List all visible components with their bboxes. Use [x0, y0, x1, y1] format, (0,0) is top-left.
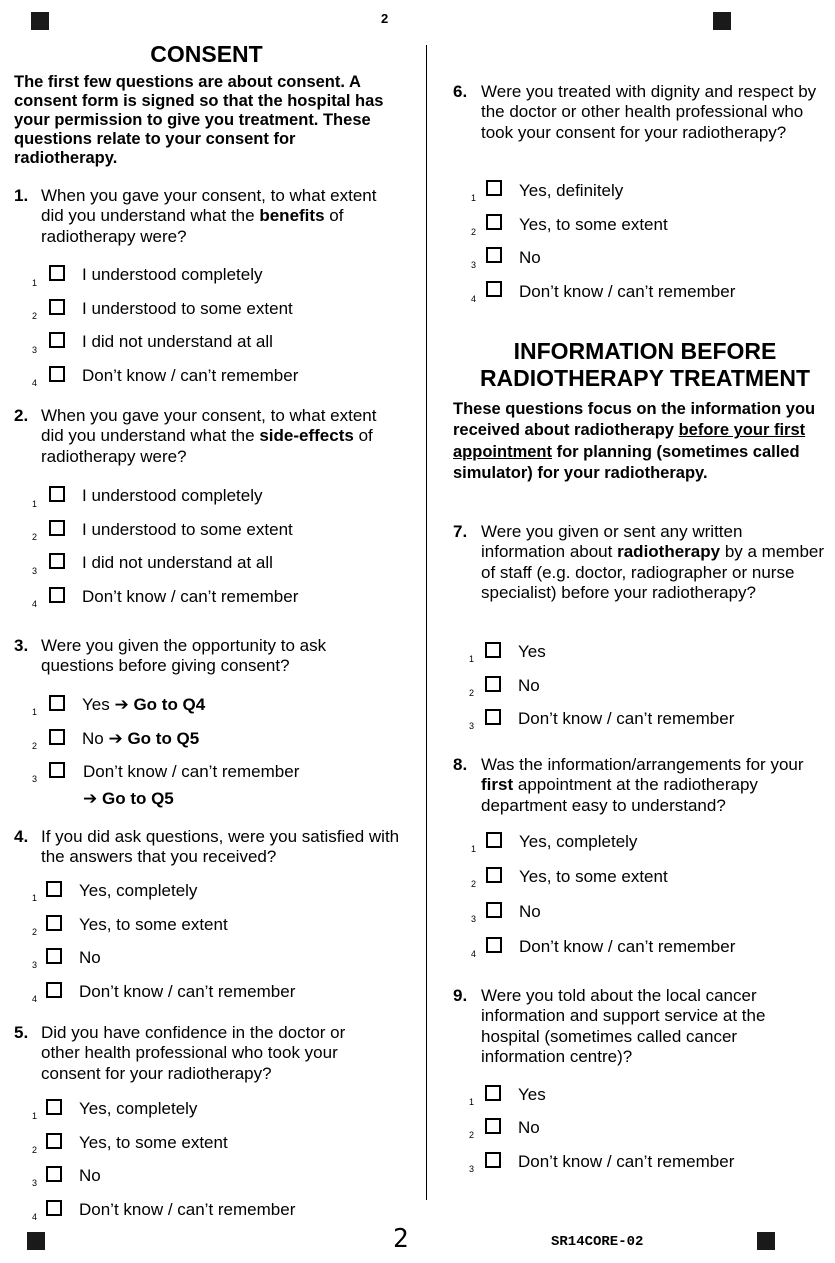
registration-mark-bottom-left	[27, 1232, 45, 1250]
answer-checkbox[interactable]	[485, 1118, 501, 1134]
option-code: 2	[32, 311, 38, 321]
option-code: 1	[469, 654, 475, 664]
option-label: Don’t know / can’t remember	[79, 1200, 296, 1219]
option-label: Yes, completely	[79, 881, 198, 900]
answer-checkbox[interactable]	[49, 695, 65, 711]
option-label: No	[519, 902, 541, 921]
option-code: 3	[471, 260, 477, 270]
option-label: I did not understand at all	[82, 553, 273, 572]
page-number-bottom: 2	[393, 1224, 409, 1254]
option-label: No	[79, 1166, 101, 1185]
page-number-top: 2	[381, 11, 389, 26]
option-code: 4	[32, 1212, 38, 1222]
question-number: 8.	[453, 755, 468, 774]
option-label: I understood to some extent	[82, 520, 293, 539]
answer-checkbox[interactable]	[485, 1085, 501, 1101]
consent-intro: The first few questions are about consent. A consent form is signed so that the hospital has your permission to give you treatment. These questions relate to your consent for radiotherapy.	[14, 73, 384, 167]
question-number: 2.	[14, 406, 29, 425]
option-code: 3	[32, 960, 38, 970]
option-code: 3	[32, 1178, 38, 1188]
option-label: Don’t know / can’t remember	[82, 587, 299, 606]
question-number: 5.	[14, 1023, 29, 1042]
option-code: 4	[32, 994, 38, 1004]
answer-checkbox[interactable]	[485, 676, 501, 692]
answer-checkbox[interactable]	[49, 332, 65, 348]
option-code: 2	[32, 532, 38, 542]
option-code: 1	[32, 893, 38, 903]
option-code: 2	[469, 688, 475, 698]
option-code: 3	[469, 721, 475, 731]
option-label: Yes	[518, 1085, 546, 1104]
option-label: I did not understand at all	[82, 332, 273, 351]
answer-checkbox[interactable]	[49, 762, 65, 778]
answer-checkbox[interactable]	[486, 247, 502, 263]
registration-mark-top-left	[31, 12, 49, 30]
question-number: 3.	[14, 636, 29, 655]
option-label: Yes, definitely	[519, 181, 624, 200]
information-intro: These questions focus on the information you received about radiotherapy before your first appointment for planning (sometimes called simulator) for your radiotherapy.	[453, 400, 816, 482]
option-label: Don’t know / can’t remember	[79, 982, 296, 1001]
option-label: No	[518, 1118, 540, 1137]
answer-checkbox[interactable]	[46, 1099, 62, 1115]
question-5-text: Did you have confidence in the doctor or other health professional who took your consent for your radiotherapy?	[41, 1023, 346, 1083]
option-label: Don’t know / can’t remember	[519, 282, 736, 301]
answer-checkbox[interactable]	[485, 709, 501, 725]
option-code: 2	[32, 741, 38, 751]
option-code: 4	[32, 599, 38, 609]
option-code: 2	[32, 1145, 38, 1155]
column-divider	[426, 45, 427, 1200]
answer-checkbox[interactable]	[46, 1133, 62, 1149]
answer-checkbox[interactable]	[49, 366, 65, 382]
answer-checkbox[interactable]	[486, 214, 502, 230]
option-label: Yes, to some extent	[79, 915, 228, 934]
option-code: 3	[32, 566, 38, 576]
option-label: No	[519, 248, 541, 267]
answer-checkbox[interactable]	[46, 1200, 62, 1216]
answer-checkbox[interactable]	[49, 299, 65, 315]
option-label: Don’t know / can’t remember	[518, 1152, 735, 1171]
answer-checkbox[interactable]	[49, 486, 65, 502]
registration-mark-top-right	[713, 12, 731, 30]
option-label: Don’t know / can’t remember	[519, 937, 736, 956]
option-code: 2	[471, 879, 477, 889]
option-label: I understood completely	[82, 265, 263, 284]
option-code: 3	[469, 1164, 475, 1174]
option-label: Yes, completely	[519, 832, 638, 851]
answer-checkbox[interactable]	[46, 948, 62, 964]
question-1-text: When you gave your consent, to what extent did you understand what the benefits of radiotherapy were?	[41, 186, 377, 246]
option-label: Don’t know / can’t remember	[82, 366, 299, 385]
option-code: 4	[32, 378, 38, 388]
option-label: Yes, to some extent	[519, 867, 668, 886]
option-code: 2	[471, 227, 477, 237]
answer-checkbox[interactable]	[49, 587, 65, 603]
option-label: I understood to some extent	[82, 299, 293, 318]
answer-checkbox[interactable]	[486, 937, 502, 953]
question-number: 9.	[453, 986, 468, 1005]
answer-checkbox[interactable]	[49, 520, 65, 536]
option-label: Yes, to some extent	[519, 215, 668, 234]
question-number: 4.	[14, 827, 29, 846]
answer-checkbox[interactable]	[49, 729, 65, 745]
option-code: 1	[471, 844, 477, 854]
answer-checkbox[interactable]	[46, 1166, 62, 1182]
question-number: 7.	[453, 522, 468, 541]
question-9-text: Were you told about the local cancer information and support service at the hospital (sometimes called cancer information centre)?	[481, 986, 766, 1066]
section-heading-information: INFORMATION BEFORE RADIOTHERAPY TREATMENT	[479, 338, 811, 391]
option-code: 2	[469, 1130, 475, 1140]
option-label: Yes ➔ Go to Q4	[82, 695, 206, 714]
option-code: 3	[471, 914, 477, 924]
option-code: 1	[32, 278, 38, 288]
option-code: 1	[32, 707, 38, 717]
form-code: SR14CORE-02	[551, 1234, 644, 1250]
option-label: Yes, to some extent	[79, 1133, 228, 1152]
option-code: 1	[32, 1111, 38, 1121]
option-label: No	[79, 948, 101, 967]
answer-checkbox[interactable]	[485, 1152, 501, 1168]
option-code: 4	[471, 949, 477, 959]
option-code: 3	[32, 774, 38, 784]
answer-checkbox[interactable]	[46, 881, 62, 897]
question-8-text: Was the information/arrangements for your first appointment at the radiotherapy department easy to understand?	[481, 755, 804, 815]
option-label: Yes, completely	[79, 1099, 198, 1118]
answer-checkbox[interactable]	[46, 982, 62, 998]
section-heading-consent: CONSENT	[150, 41, 263, 67]
option-label: No	[518, 676, 540, 695]
answer-checkbox[interactable]	[486, 867, 502, 883]
answer-checkbox[interactable]	[486, 902, 502, 918]
question-6-text: Were you treated with dignity and respect by the doctor or other health professional who took your consent for your radiotherapy?	[481, 82, 817, 142]
option-code: 3	[32, 345, 38, 355]
question-number: 1.	[14, 186, 29, 205]
answer-checkbox[interactable]	[486, 180, 502, 196]
option-code: 1	[32, 499, 38, 509]
option-label: No ➔ Go to Q5	[82, 729, 200, 748]
answer-checkbox[interactable]	[486, 832, 502, 848]
option-code: 4	[471, 294, 477, 304]
question-4-text: If you did ask questions, were you satisfied with the answers that you received?	[41, 827, 400, 867]
answer-checkbox[interactable]	[49, 553, 65, 569]
answer-checkbox[interactable]	[46, 915, 62, 931]
routing-instruction: ➔ Go to Q5	[83, 789, 174, 808]
option-label: I understood completely	[82, 486, 263, 505]
answer-checkbox[interactable]	[485, 642, 501, 658]
option-code: 1	[469, 1097, 475, 1107]
question-number: 6.	[453, 82, 468, 101]
answer-checkbox[interactable]	[486, 281, 502, 297]
registration-mark-bottom-right	[757, 1232, 775, 1250]
option-label: Don’t know / can’t remember	[83, 762, 300, 781]
question-2-text: When you gave your consent, to what extent did you understand what the side-effects of radiotherapy were?	[41, 406, 377, 466]
answer-checkbox[interactable]	[49, 265, 65, 281]
option-code: 1	[471, 193, 477, 203]
question-7-text: Were you given or sent any written information about radiotherapy by a member of staff (e.g. doctor, radiographer or nurse specialist) before your radiotherapy?	[481, 522, 825, 602]
question-3-text: Were you given the opportunity to ask questions before giving consent?	[41, 636, 327, 676]
option-label: Yes	[518, 642, 546, 661]
option-code: 2	[32, 927, 38, 937]
option-label: Don’t know / can’t remember	[518, 709, 735, 728]
